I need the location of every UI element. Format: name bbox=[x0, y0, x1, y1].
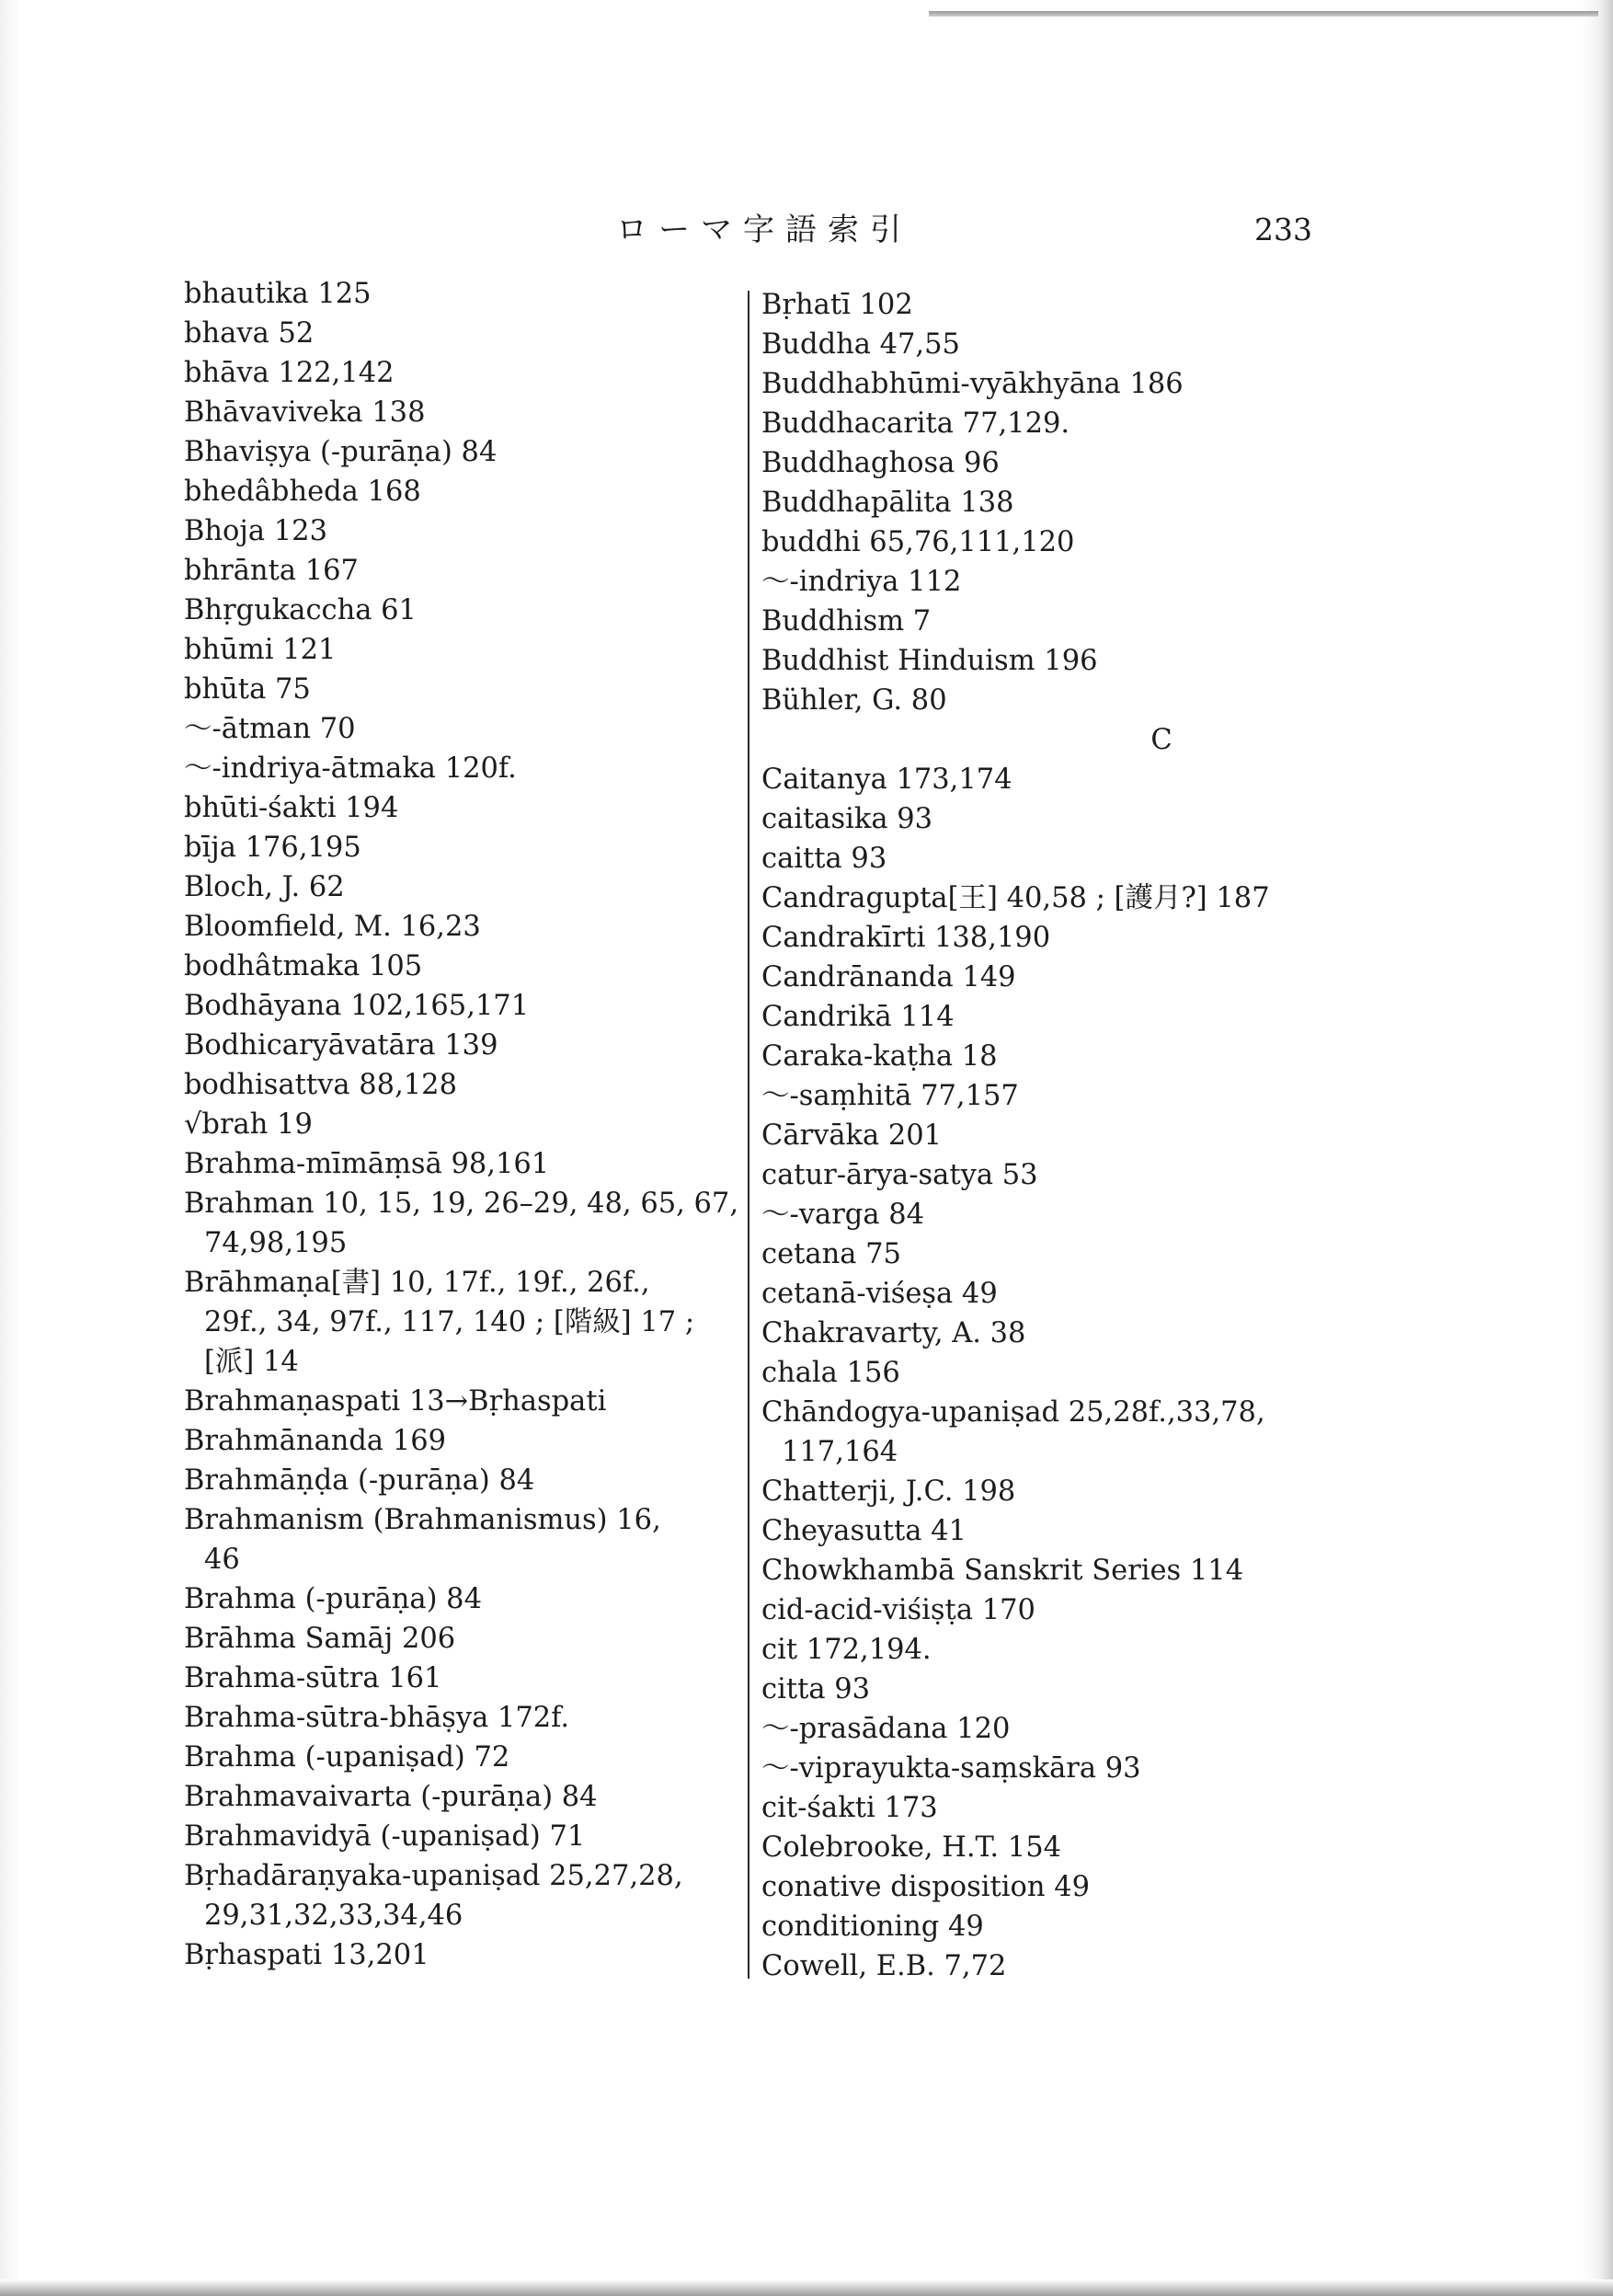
index-entry: conative disposition 49 bbox=[761, 1871, 1091, 1903]
running-title: ローマ字語索引 bbox=[616, 212, 912, 248]
index-entry: caitta 93 bbox=[761, 843, 887, 875]
index-entry: bhūti-śakti 194 bbox=[184, 792, 399, 824]
index-entry: 74,98,195 bbox=[204, 1227, 348, 1259]
index-entry: Bṛhaspati 13,201 bbox=[184, 1939, 429, 1971]
index-entry: Cowell, E.B. 7,72 bbox=[761, 1950, 1007, 1982]
index-entry: ～-viprayukta-saṃskāra 93 bbox=[761, 1752, 1141, 1785]
index-entry: catur-ārya-satya 53 bbox=[761, 1159, 1038, 1191]
index-entry: Brāhmaṇa[書] 10, 17f., 19f., 26f., bbox=[184, 1267, 650, 1299]
index-entry: Chatterji, J.C. 198 bbox=[761, 1475, 1016, 1508]
index-entry: Caraka-kaṭha 18 bbox=[761, 1040, 998, 1073]
index-entry: Bloch, J. 62 bbox=[184, 871, 345, 903]
index-entry: citta 93 bbox=[761, 1673, 871, 1705]
index-entry: Bühler, G. 80 bbox=[761, 684, 947, 717]
index-entry: chala 156 bbox=[761, 1357, 900, 1389]
scan-edge-top bbox=[929, 11, 1613, 17]
index-entry: cit-śakti 173 bbox=[761, 1792, 938, 1824]
index-entry: Buddhaghosa 96 bbox=[761, 447, 1000, 479]
column-divider bbox=[748, 291, 749, 1979]
index-entry: Bṛhadāraṇyaka-upaniṣad 25,27,28, bbox=[184, 1860, 683, 1892]
index-entry: Buddhism 7 bbox=[761, 605, 932, 637]
index-entry: Bhaviṣya (-purāṇa) 84 bbox=[184, 436, 498, 468]
index-entry: Brahmaṇaspati 13→Bṛhaspati bbox=[184, 1385, 607, 1418]
index-entry: Brahmavidyā (-upaniṣad) 71 bbox=[184, 1820, 586, 1853]
index-entry: Brahmāṇḍa (-purāṇa) 84 bbox=[184, 1464, 535, 1497]
index-entry: Bhāvaviveka 138 bbox=[184, 396, 426, 429]
index-entry: Brahma (-purāṇa) 84 bbox=[184, 1583, 482, 1615]
section-letter-heading: C bbox=[1150, 724, 1173, 756]
index-entry: Brāhma Samāj 206 bbox=[184, 1623, 456, 1655]
index-entry: Chakravarty, A. 38 bbox=[761, 1317, 1026, 1349]
index-entry: Bodhāyana 102,165,171 bbox=[184, 990, 530, 1022]
index-entry: bhautika 125 bbox=[184, 278, 372, 310]
index-entry: Brahma-sūtra-bhāṣya 172f. bbox=[184, 1702, 570, 1734]
index-column-left bbox=[184, 274, 745, 1975]
index-entry: bīja 176,195 bbox=[184, 832, 361, 864]
index-entry: Candrānanda 149 bbox=[761, 961, 1016, 993]
index-entry: Cārvāka 201 bbox=[761, 1119, 943, 1152]
index-entry: Bṛhatī 102 bbox=[761, 289, 913, 321]
index-entry: 117,164 bbox=[782, 1436, 898, 1468]
index-entry: Caitanya 173,174 bbox=[761, 763, 1012, 796]
index-entry: Brahman 10, 15, 19, 26–29, 48, 65, 67, bbox=[184, 1188, 739, 1220]
index-entry: bhrānta 167 bbox=[184, 555, 359, 587]
index-entry: conditioning 49 bbox=[761, 1911, 984, 1943]
index-entry: Candragupta[王] 40,58 ; [護月?] 187 bbox=[761, 882, 1270, 914]
index-entry: 29,31,32,33,34,46 bbox=[204, 1900, 463, 1932]
index-entry: cetana 75 bbox=[761, 1238, 901, 1270]
index-entry: cid-acid-viśiṣṭa 170 bbox=[761, 1594, 1035, 1626]
index-entry: bodhisattva 88,128 bbox=[184, 1069, 457, 1101]
index-entry: Bodhicaryāvatāra 139 bbox=[184, 1029, 498, 1062]
index-entry: bhūmi 121 bbox=[184, 634, 337, 666]
index-entry: buddhi 65,76,111,120 bbox=[761, 526, 1075, 558]
scan-edge-right bbox=[1598, 0, 1613, 2296]
index-entry: Brahma (-upaniṣad) 72 bbox=[184, 1741, 510, 1774]
index-entry: 29f., 34, 97f., 117, 140 ; [階級] 17 ; bbox=[204, 1306, 695, 1338]
index-entry: Brahma-sūtra 161 bbox=[184, 1662, 442, 1694]
index-entry: Candrikā 114 bbox=[761, 1001, 955, 1033]
index-entry: Cheyasutta 41 bbox=[761, 1515, 967, 1547]
index-entry: cetanā-viśeṣa 49 bbox=[761, 1278, 998, 1310]
index-entry: ～-prasādana 120 bbox=[761, 1713, 1011, 1745]
index-entry: 46 bbox=[204, 1544, 240, 1576]
index-entry: bhava 52 bbox=[184, 317, 315, 350]
index-column-right bbox=[761, 285, 1350, 1986]
index-entry: bhāva 122,142 bbox=[184, 357, 395, 389]
index-entry: Brahma-mīmāṃsā 98,161 bbox=[184, 1148, 550, 1180]
index-entry: Buddhabhūmi-vyākhyāna 186 bbox=[761, 368, 1184, 400]
index-entry: bodhâtmaka 105 bbox=[184, 950, 423, 982]
index-entry: Bhoja 123 bbox=[184, 515, 327, 547]
index-entry: Buddha 47,55 bbox=[761, 328, 960, 361]
index-entry: Buddhist Hinduism 196 bbox=[761, 645, 1098, 677]
index-entry: Brahmanism (Brahmanismus) 16, bbox=[184, 1504, 661, 1536]
index-entry: Chowkhambā Sanskrit Series 114 bbox=[761, 1555, 1244, 1587]
index-entry: bhedâbheda 168 bbox=[184, 476, 421, 508]
index-entry: Bhṛgukaccha 61 bbox=[184, 594, 417, 626]
index-entry: ～-indriya-ātmaka 120f. bbox=[184, 752, 517, 785]
index-entry: caitasika 93 bbox=[761, 803, 933, 835]
index-entry: ～-varga 84 bbox=[761, 1199, 925, 1231]
index-entry: Brahmavaivarta (-purāṇa) 84 bbox=[184, 1781, 598, 1813]
scan-edge-bottom bbox=[0, 2279, 1613, 2296]
index-entry: Brahmānanda 169 bbox=[184, 1425, 447, 1457]
index-entry: Candrakīrti 138,190 bbox=[761, 922, 1051, 954]
index-entry: bhūta 75 bbox=[184, 673, 311, 706]
index-entry: Colebrooke, H.T. 154 bbox=[761, 1831, 1062, 1864]
index-entry: Chāndogya-upaniṣad 25,28f.,33,78, bbox=[761, 1396, 1265, 1429]
page-number: 233 bbox=[1254, 212, 1312, 247]
index-entry: ～-indriya 112 bbox=[761, 566, 962, 598]
index-entry: ～-ātman 70 bbox=[184, 713, 356, 745]
index-entry: ～-saṃhitā 77,157 bbox=[761, 1080, 1019, 1112]
index-entry: Bloomfield, M. 16,23 bbox=[184, 911, 481, 943]
index-entry: √brah 19 bbox=[184, 1108, 313, 1141]
index-entry: Buddhacarita 77,129. bbox=[761, 408, 1070, 440]
index-entry: [派] 14 bbox=[204, 1346, 299, 1378]
index-entry: Buddhapālita 138 bbox=[761, 487, 1014, 519]
index-entry: cit 172,194. bbox=[761, 1634, 932, 1666]
